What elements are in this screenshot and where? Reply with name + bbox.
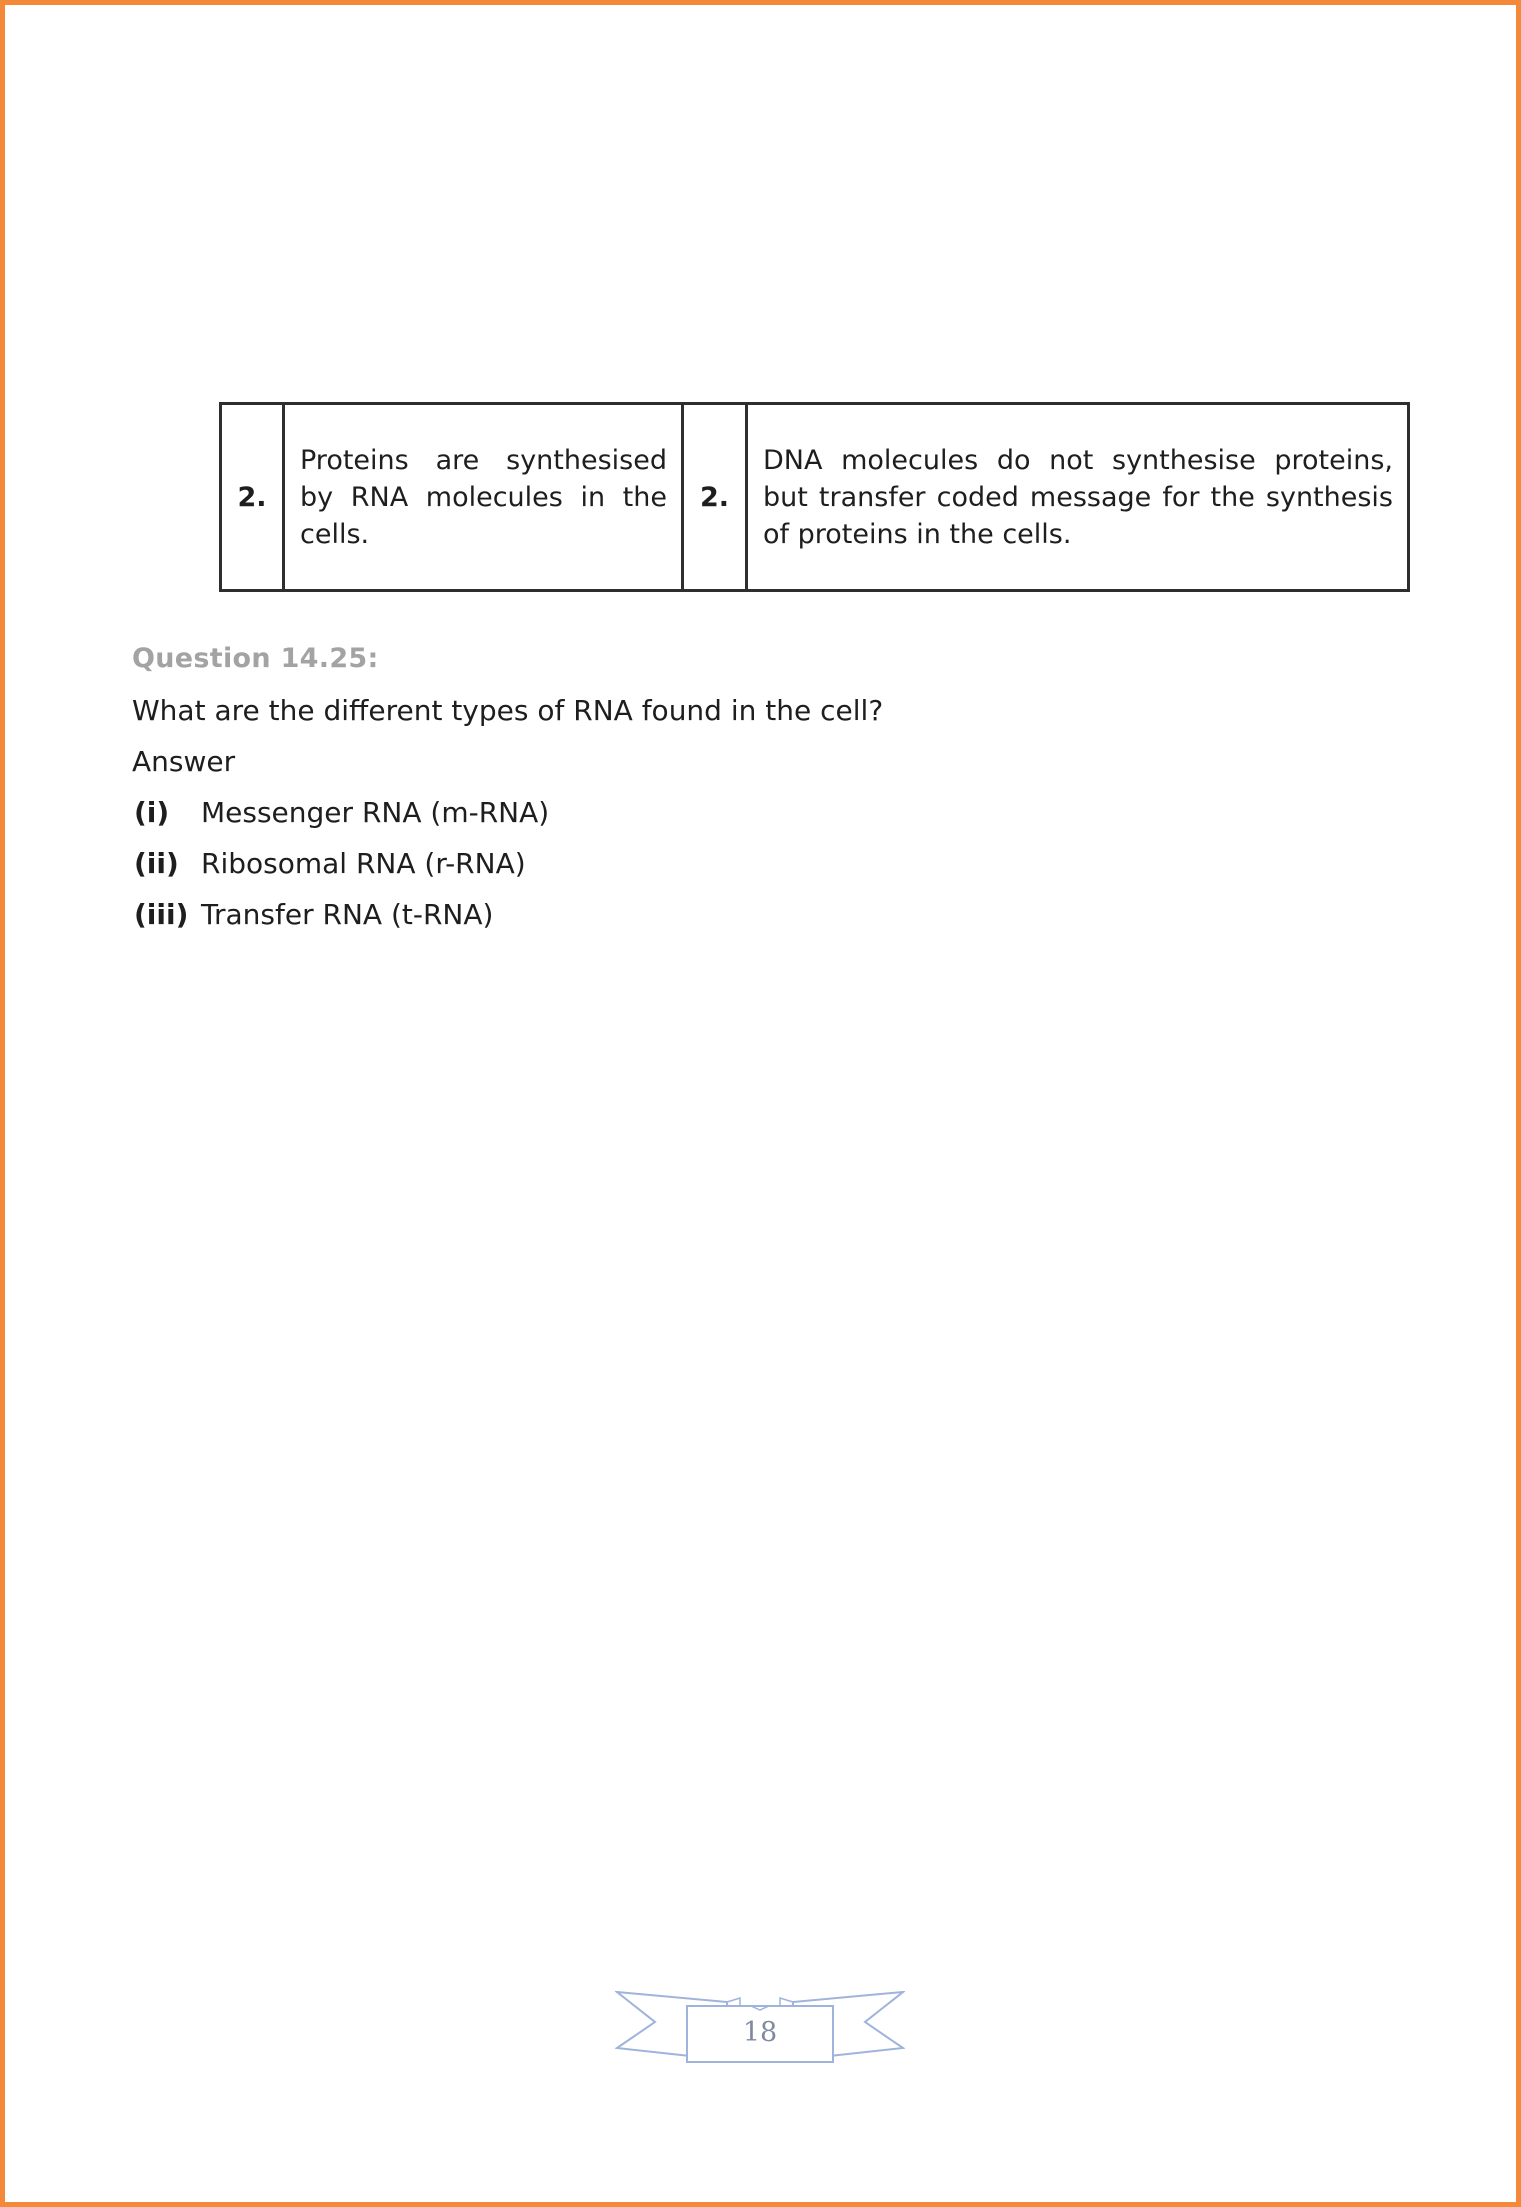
answer-list [134,796,549,949]
list-item-text: Messenger RNA (m-RNA) [201,796,550,829]
rna-property-cell: Proteins are synthesised by RNA molecules in the cells. [284,404,683,591]
dna-property-cell: DNA molecules do not synthesise proteins, but transfer coded message for the synthesis of proteins in the cells. [747,404,1409,591]
list-item-text: Ribosomal RNA (r-RNA) [201,847,526,880]
list-marker: (ii) [134,847,179,880]
right-row-number: 2. [683,404,747,591]
list-marker: (i) [134,796,170,829]
table-row [221,404,1409,591]
question-heading: Question 14.25: [132,643,379,674]
question-text: What are the different types of RNA found in the cell? [132,694,884,727]
page-number-badge [615,1988,905,2070]
page-number: 18 [742,2017,778,2048]
list-item [134,796,549,847]
answer-label: Answer [132,745,236,778]
list-item-text: Transfer RNA (t-RNA) [201,898,494,931]
list-marker: (iii) [134,898,189,931]
comparison-table [219,402,1410,592]
left-row-number: 2. [221,404,284,591]
list-item [134,847,549,898]
list-item [134,898,549,949]
